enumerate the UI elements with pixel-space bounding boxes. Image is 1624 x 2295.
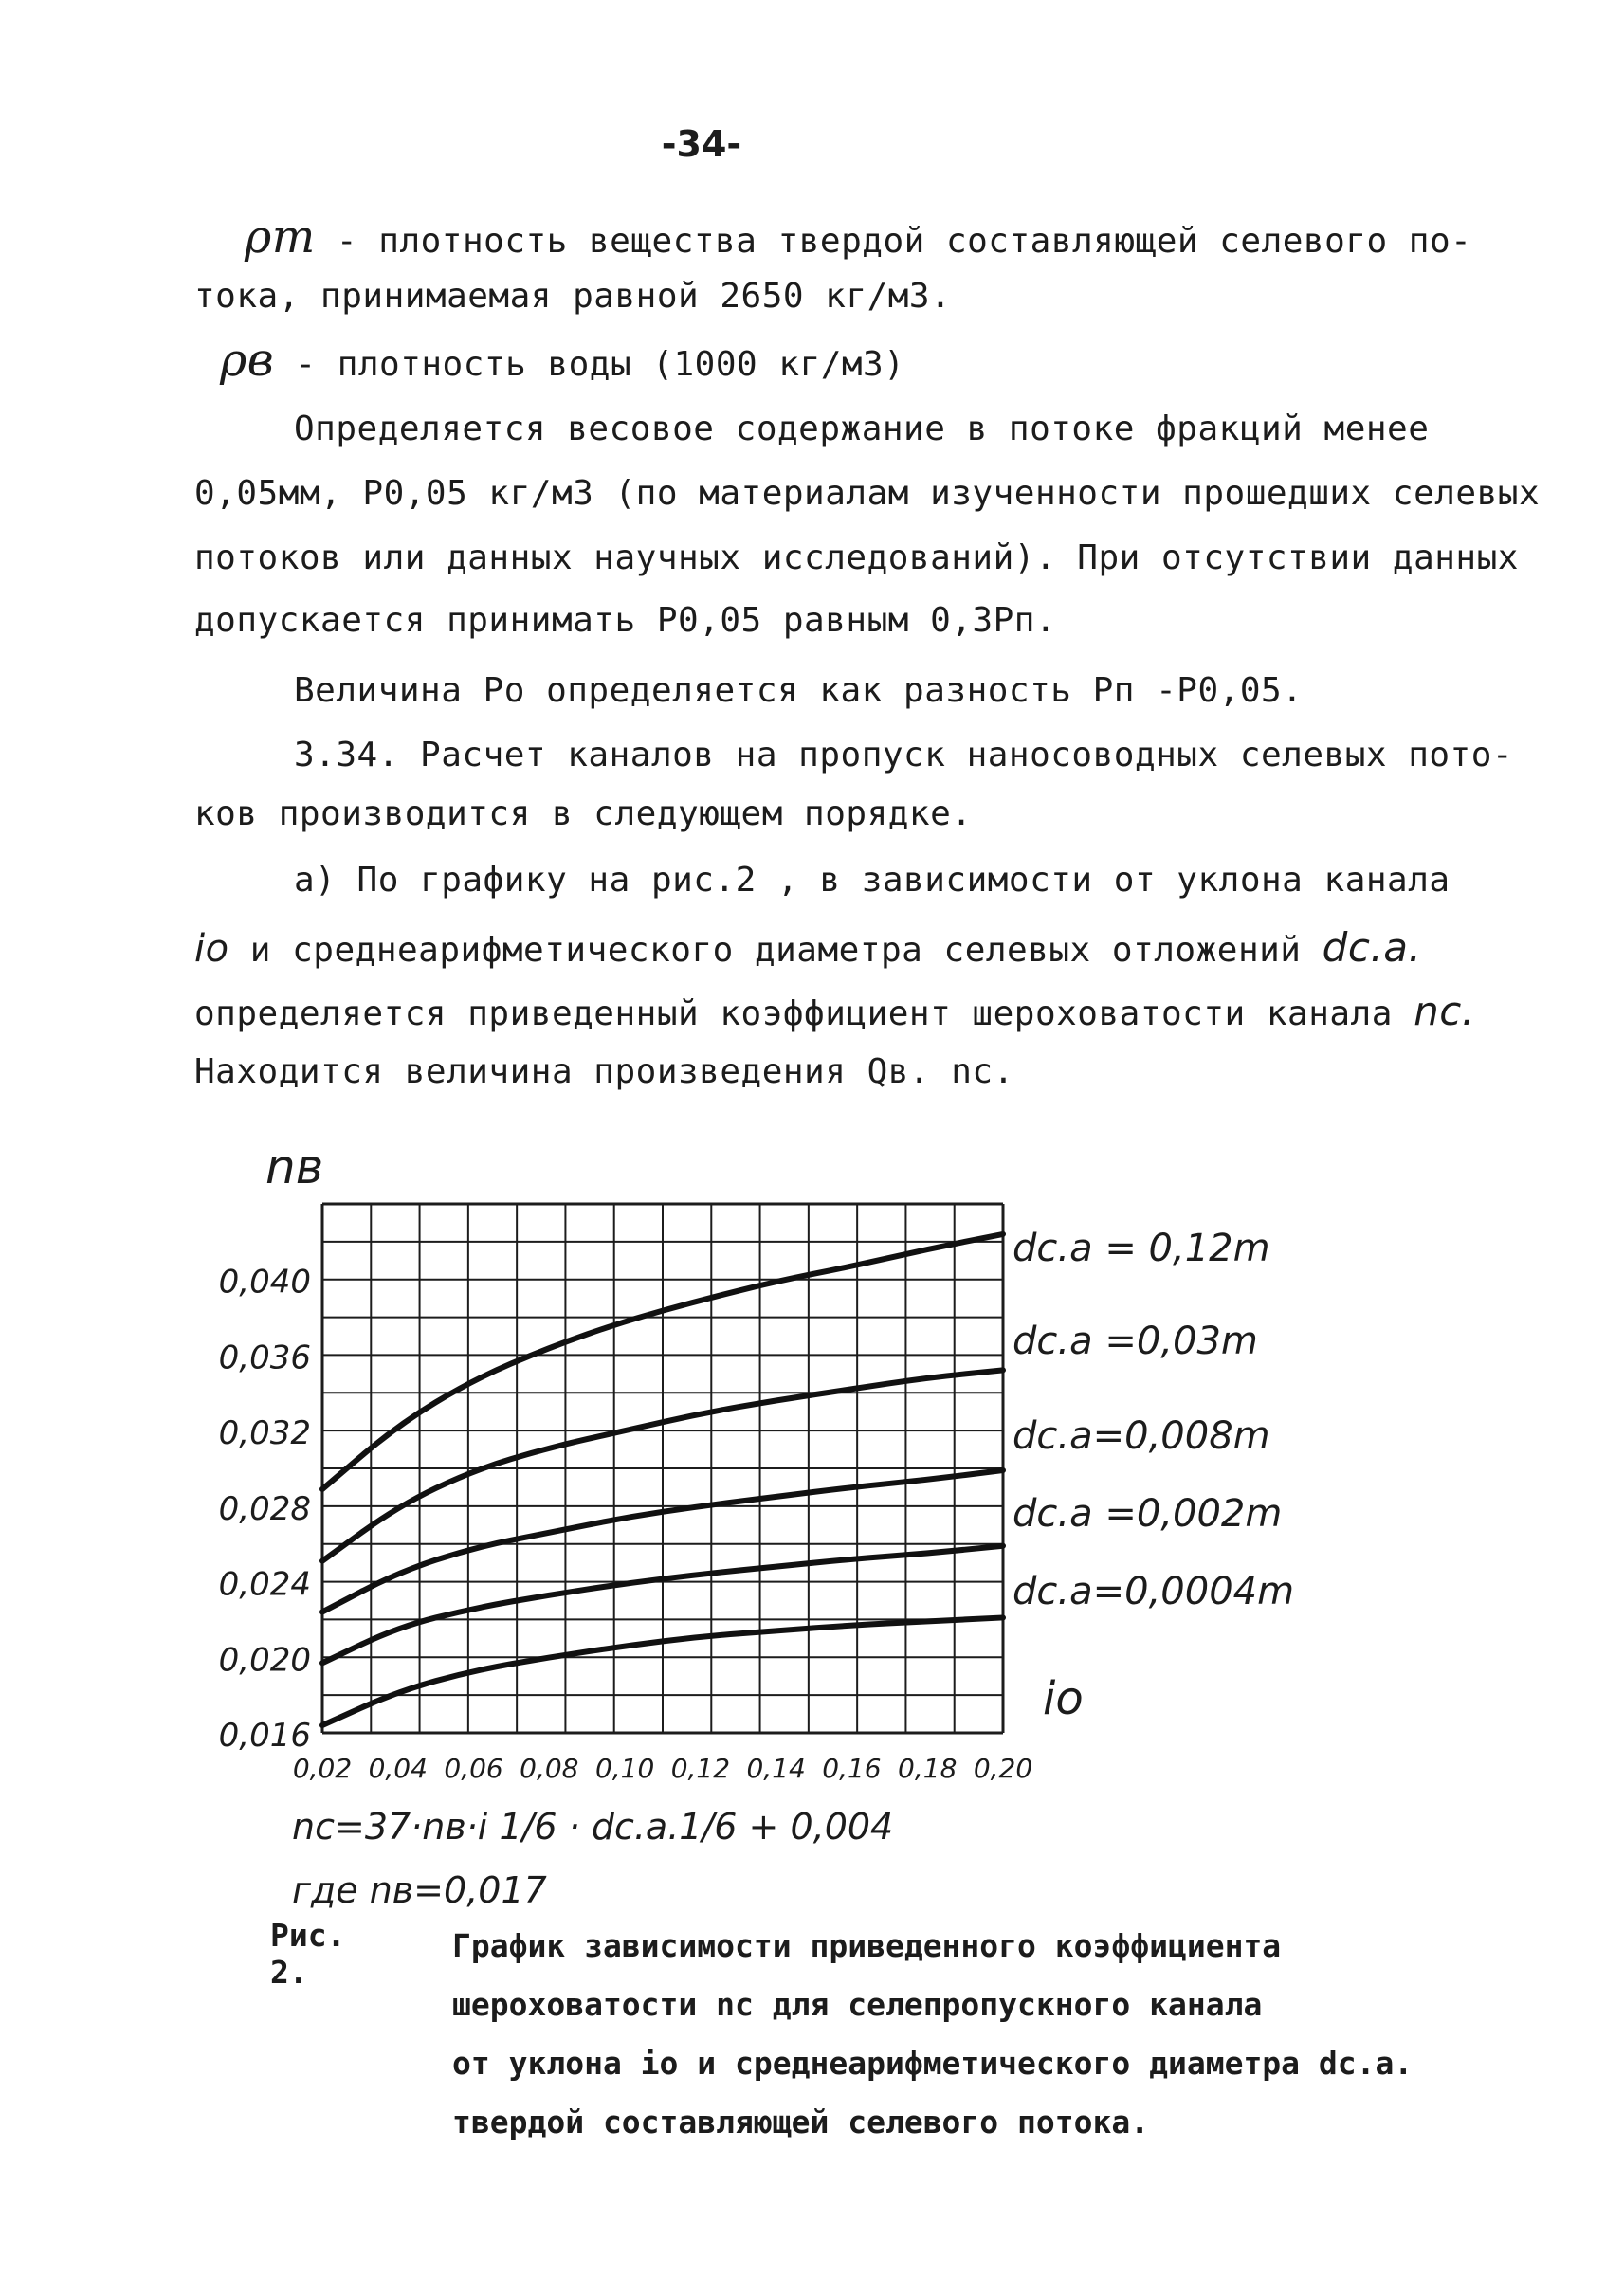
rho-t-text: - плотность вещества твердой составляющей селевого по- bbox=[336, 222, 1472, 261]
legend-label: dc.a =0,03m bbox=[1013, 1320, 1258, 1363]
para4-line2-text: и среднеарифметического диаметра селевых отложений bbox=[249, 931, 1302, 970]
x-tick-label: 0,02 bbox=[292, 1753, 353, 1784]
caption-line2: шероховатости nс для селепропускного канала bbox=[452, 1986, 1263, 2023]
chart-ticks bbox=[219, 1264, 1033, 1784]
y-axis-label: nв bbox=[265, 1139, 324, 1194]
para3-line1: 3.34. Расчет каналов на пропуск наносоводных селевых пото- bbox=[294, 736, 1514, 774]
caption-line4: твердой составляющей селевого потока. bbox=[452, 2104, 1150, 2140]
y-tick-label: 0,028 bbox=[218, 1489, 311, 1528]
caption-label: Рис. 2. bbox=[270, 1917, 346, 1991]
para1-line4: допускается принимать P0,05 равным 0,3Pп. bbox=[194, 601, 1057, 640]
slope-symbol: io bbox=[194, 927, 229, 971]
para1-line2: 0,05мм, P0,05 кг/м3 (по материалам изученности прошедших селевых bbox=[194, 474, 1541, 513]
x-tick-label: 0,04 bbox=[368, 1753, 428, 1784]
page-number: -34- bbox=[661, 123, 742, 165]
y-tick-label: 0,024 bbox=[218, 1565, 311, 1604]
x-tick-label: 0,16 bbox=[822, 1753, 882, 1784]
legend-label: dc.a =0,002m bbox=[1013, 1492, 1283, 1536]
para4-line3-text: определяется приведенный коэффициент шероховатости канала bbox=[194, 994, 1393, 1033]
x-tick-label: 0,12 bbox=[670, 1753, 731, 1784]
rho-v-text: - плотность воды (1000 кг/м3) bbox=[295, 345, 905, 384]
caption-line3: от уклона io и среднеарифметического диаметра dc.a. bbox=[452, 2045, 1414, 2082]
x-tick-label: 0,08 bbox=[520, 1753, 579, 1784]
formula-line1: nс=37·nв·i 1/6 · dc.a.1/6 + 0,004 bbox=[292, 1806, 894, 1848]
y-tick-label: 0,020 bbox=[218, 1641, 311, 1680]
x-tick-label: 0,18 bbox=[898, 1753, 958, 1784]
chart-legend bbox=[1013, 1227, 1294, 1613]
y-tick-label: 0,016 bbox=[218, 1717, 311, 1755]
rho-t-text-cont: тока, принимаемая равной 2650 кг/м3. bbox=[194, 277, 952, 316]
x-tick-label: 0,20 bbox=[973, 1753, 1033, 1784]
x-tick-label: 0,06 bbox=[444, 1753, 503, 1784]
caption-line1: График зависимости приведенного коэффициента bbox=[452, 1927, 1282, 1964]
formula-line2: где nв=0,017 bbox=[292, 1869, 547, 1911]
rho-t-symbol: ρт bbox=[245, 210, 316, 264]
para1-line1: Определяется весовое содержание в потоке фракций менее bbox=[294, 410, 1430, 448]
para4-line1: а) По графику на рис.2 , в зависимости от уклона канала bbox=[294, 861, 1451, 900]
y-tick-label: 0,036 bbox=[218, 1339, 311, 1377]
chart-grid bbox=[322, 1204, 1003, 1733]
para3-line2: ков производится в следующем порядке. bbox=[194, 794, 973, 833]
rho-v-symbol: ρв bbox=[220, 334, 275, 387]
legend-label: dc.a=0,0004m bbox=[1013, 1570, 1295, 1613]
para2: Величина Pо определяется как разность Pп -P0,05. bbox=[294, 671, 1304, 710]
y-tick-label: 0,040 bbox=[218, 1263, 311, 1302]
x-axis-label: io bbox=[1043, 1672, 1084, 1725]
y-tick-label: 0,032 bbox=[218, 1414, 311, 1453]
roughness-symbol: nс. bbox=[1414, 988, 1475, 1034]
x-tick-label: 0,14 bbox=[746, 1753, 806, 1784]
x-tick-label: 0,10 bbox=[594, 1753, 655, 1784]
legend-label: dc.a = 0,12m bbox=[1013, 1227, 1270, 1270]
para4-line4: Находится величина произведения Qв. nс. bbox=[194, 1052, 1014, 1091]
diameter-symbol: dc.a. bbox=[1322, 924, 1422, 971]
para1-line3: потоков или данных научных исследований). При отсутствии данных bbox=[194, 538, 1519, 577]
legend-label: dc.a=0,008m bbox=[1013, 1414, 1270, 1458]
